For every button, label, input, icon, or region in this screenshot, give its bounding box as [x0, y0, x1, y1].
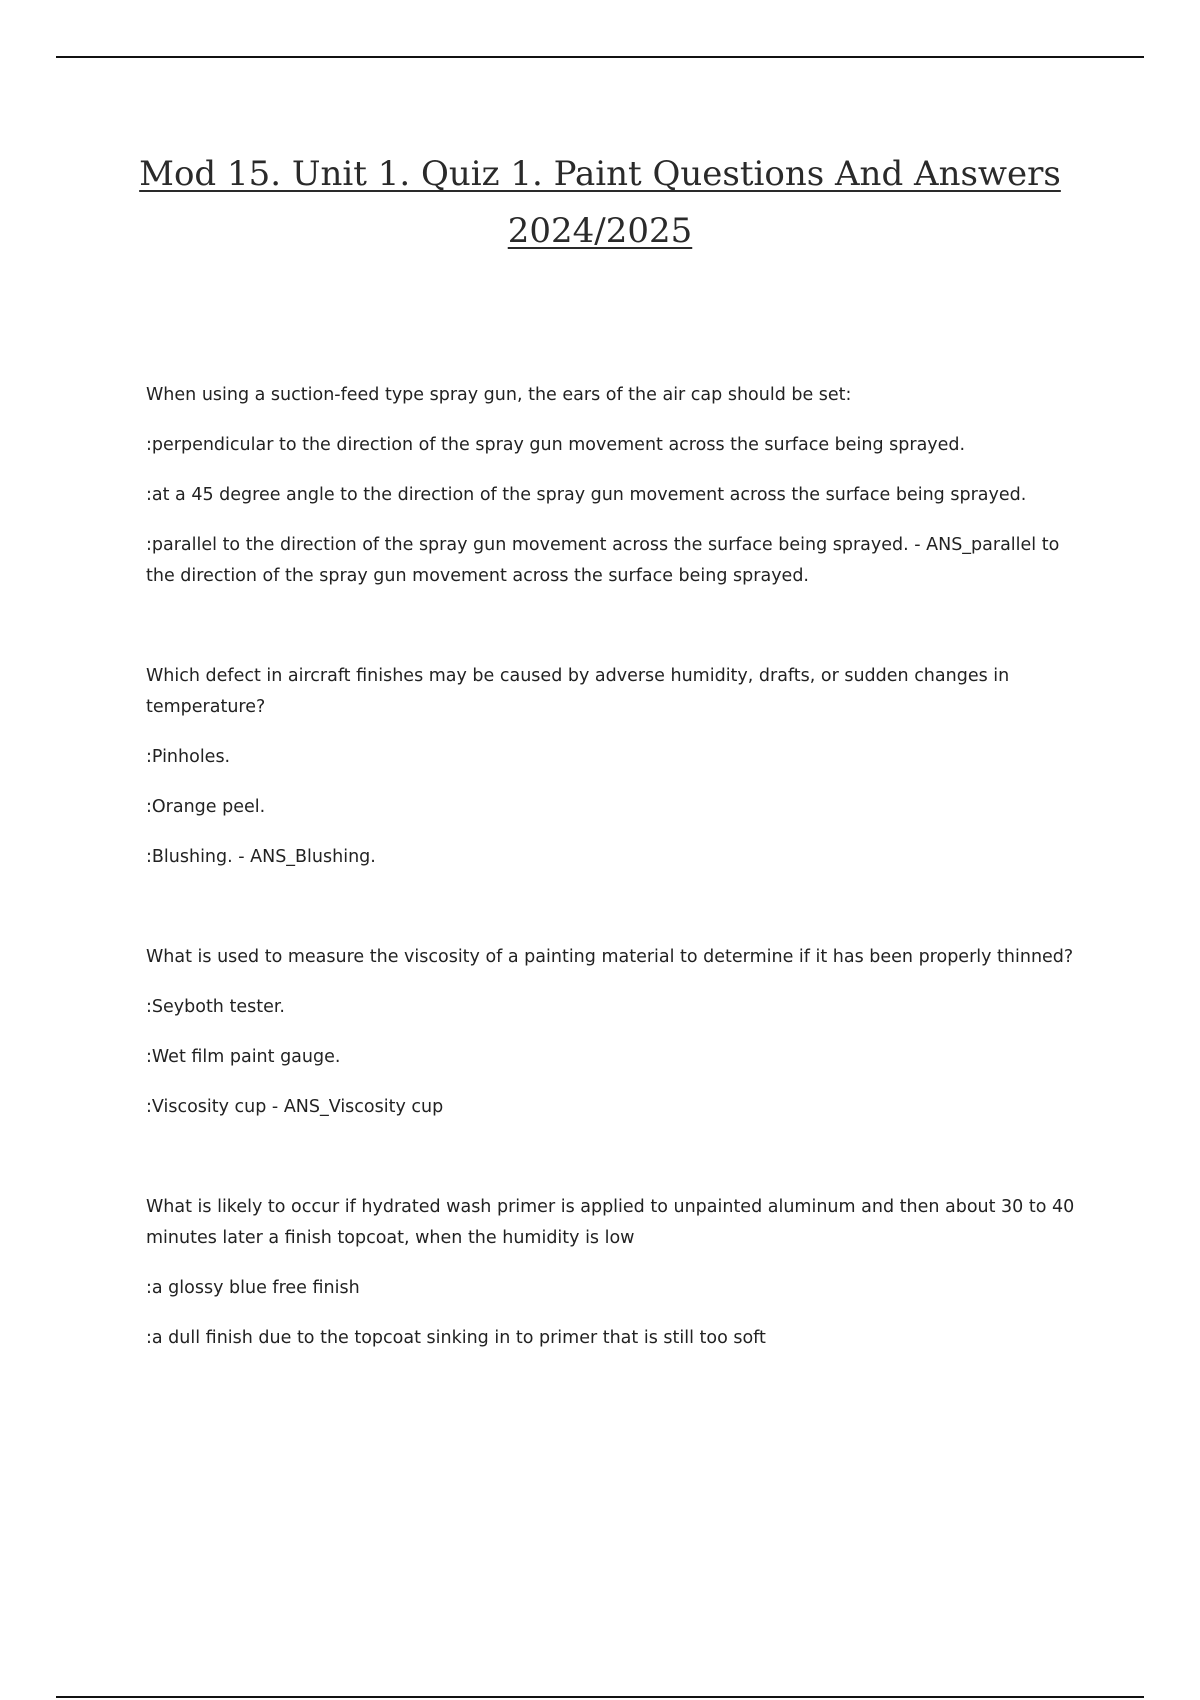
answer-option: :Wet film paint gauge. — [146, 1047, 341, 1067]
question-block-2 — [146, 661, 1086, 873]
answer-option: :a glossy blue free finish — [146, 1278, 360, 1298]
answer-option: :Blushing. - ANS_Blushing. — [146, 847, 376, 867]
answer-option: :Orange peel. — [146, 797, 266, 817]
question-text: Which defect in aircraft finishes may be caused by adverse humidity, drafts, or sudden changes in temperature? — [146, 666, 1010, 717]
question-block-3 — [146, 942, 1086, 1123]
question-block-4 — [146, 1192, 1086, 1354]
question-text: When using a suction-feed type spray gun, the ears of the air cap should be set: — [146, 385, 852, 405]
answer-option: :Seyboth tester. — [146, 997, 285, 1017]
questions-list — [146, 380, 1086, 1423]
answer-option: :at a 45 degree angle to the direction of the spray gun movement across the surface being sprayed. — [146, 485, 1027, 505]
answer-option: :Viscosity cup - ANS_Viscosity cup — [146, 1097, 444, 1117]
answer-option: :Pinholes. — [146, 747, 231, 767]
answer-option: :a dull finish due to the topcoat sinking in to primer that is still too soft — [146, 1328, 766, 1348]
title-line-2: 2024/2025 — [507, 211, 693, 251]
question-text: What is used to measure the viscosity of a painting material to determine if it has been properly thinned? — [146, 947, 1074, 967]
answer-option: :perpendicular to the direction of the spray gun movement across the surface being sprayed. — [146, 435, 966, 455]
document-title — [120, 146, 1080, 260]
question-block-1 — [146, 380, 1086, 592]
answer-option: :parallel to the direction of the spray gun movement across the surface being sprayed. - ANS_parallel to the direction of the spray gun movement across the surface being sprayed. — [146, 535, 1060, 586]
question-text: What is likely to occur if hydrated wash primer is applied to unpainted aluminum and then about 30 to 40 minutes later a finish topcoat, when the humidity is low — [146, 1197, 1075, 1248]
title-line-1: Mod 15. Unit 1. Quiz 1. Paint Questions And Answers — [139, 154, 1061, 194]
bottom-rule — [56, 1696, 1144, 1698]
top-rule — [56, 56, 1144, 58]
